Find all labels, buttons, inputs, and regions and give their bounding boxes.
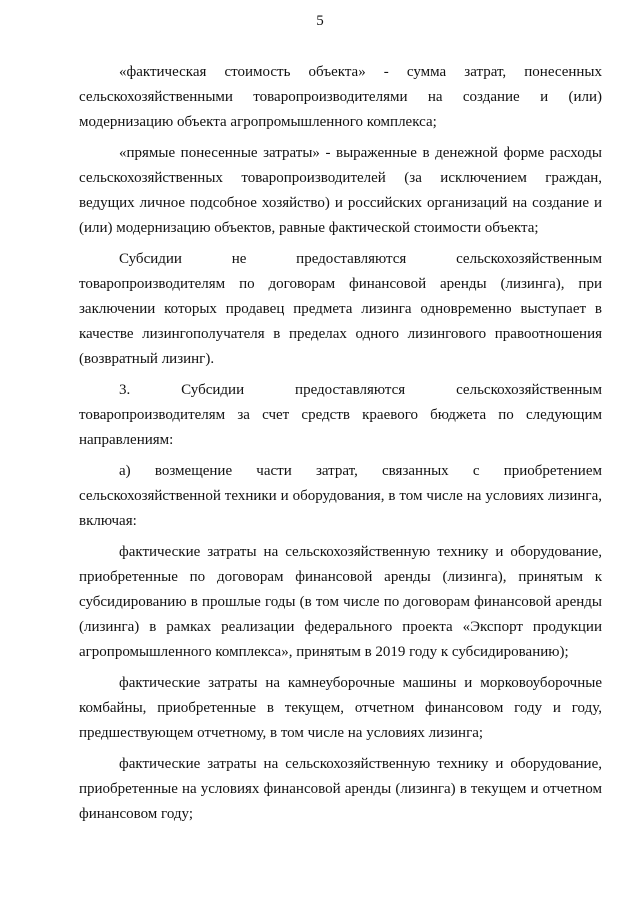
paragraph-leaseback-exclusion: Субсидии не предоставляются сельскохозяйственным товаропроизводителям по договорам финансовой аренды (лизинга), при заключении которых продавец предмета лизинга одновременно выступает в качестве лизингополучателя в пределах одного лизингового правоотношения (возвратный лизинг). [79,251,602,367]
paragraph-item-a: а) возмещение части затрат, связанных с приобретением сельскохозяйственной техники и оборудования, в том числе на условиях лизинга, включая: [79,463,602,529]
paragraph-item-a-prior-leases: фактические затраты на сельскохозяйственную технику и оборудование, приобретенные по договорам финансовой аренды (лизинга), принятым к субсидированию в прошлые годы (в том числе по договорам финансовой аренды (лизинга) в рамках реализации федерального проекта «Экспорт продукции агропромышленного комплекса», принятым в 2019 году к субсидированию); [79,544,602,660]
paragraph-definition-actual-cost: «фактическая стоимость объекта» - сумма затрат, понесенных сельскохозяйственными товаропроизводителями на создание и (или) модернизацию объекта агропромышленного комплекса; [79,64,602,130]
paragraph-item-a-current-leases: фактические затраты на сельскохозяйственную технику и оборудование, приобретенные на условиях финансовой аренды (лизинга) в текущем и отчетном финансовом году; [79,756,602,822]
page-number: 5 [316,13,324,29]
paragraph-item-a-harvesters: фактические затраты на камнеуборочные машины и морковоуборочные комбайны, приобретенные в текущем, отчетном финансовом году и году, предшествующем отчетному, в том числе на условиях лизинга; [79,675,602,741]
document-body [79,60,602,833]
paragraph-definition-direct-costs: «прямые понесенные затраты» - выраженные в денежной форме расходы сельскохозяйственных товаропроизводителей (за исключением граждан, ведущих личное подсобное хозяйство) и российских организаций на создание и (или) модернизацию объектов, равные фактической стоимости объекта; [79,145,602,236]
paragraph-section-3-intro: 3. Субсидии предоставляются сельскохозяйственным товаропроизводителям за счет средств краевого бюджета по следующим направлениям: [79,382,602,448]
